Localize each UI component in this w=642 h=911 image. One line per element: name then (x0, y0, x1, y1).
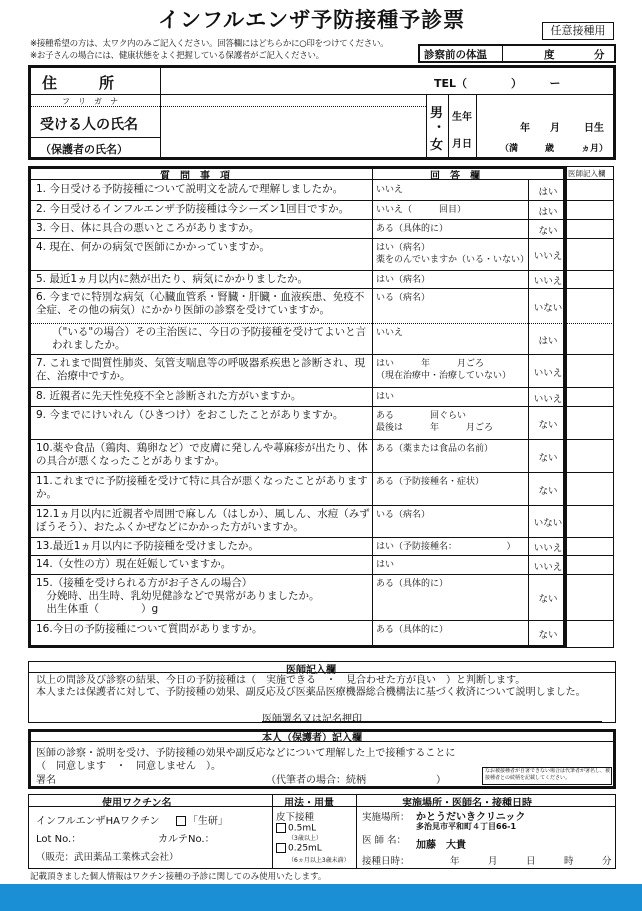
patient-section-title: 本人（保護者）記入欄 (262, 733, 362, 744)
birth-month: 月 (550, 123, 560, 134)
question-text: 12.1ヵ月以内に近親者や周囲で麻しん（はしか）、風しん、水痘（みずぼうそう）、おたふくかぜなどにかかった方がいますか。 (36, 508, 370, 533)
privacy-notice: 記載頂きました個人情報はワクチン接種の予診に関してのみ使用いたします。 (30, 872, 327, 882)
doctor-name: 加藤 大貴 (416, 840, 466, 851)
temperature-label: 診察前の体温 (424, 49, 487, 61)
vaccine-name-header: 使用ワクチン名 (102, 798, 172, 809)
question-text: 7. これまで間質性肺炎、気管支喘息等の呼吸器系疾患と診断され、現在、治療中ですか。 (36, 357, 365, 382)
answer-option-a[interactable]: ある 回ぐらい 最後は 年 月ごろ (376, 411, 494, 433)
answer-option-b[interactable]: はい (538, 187, 558, 198)
question-header: 質 問 事 項 (160, 171, 230, 182)
answer-option-a[interactable]: はい（病名） (376, 275, 431, 285)
dose-option-1[interactable] (276, 823, 316, 834)
instruction-note-1: ※接種希望の方は、太ワク内のみご記入ください。回答欄にはどちらかに○印をつけてください。 (30, 39, 389, 49)
answer-option-a[interactable]: はい (376, 392, 395, 402)
answer-option-b[interactable]: ない (538, 419, 558, 431)
address-field[interactable] (162, 67, 426, 94)
vaccine-dose-header: 用法・用量 (284, 798, 334, 809)
instruction-note-2: ※お子さんの場合には、健康状態をよく把握している保護者がご記入ください。 (30, 51, 324, 61)
question-text: 15.（接種を受けられる方がお子さんの場合） 分娩時、出生時、乳幼児健診などで異常がありましたか。 出生体重（ ）g (36, 577, 320, 615)
chart-number-label: カルテNo.： (158, 834, 215, 845)
dose-1-checkbox[interactable] (276, 823, 286, 833)
dose-1-note: （3歳以上） (288, 835, 322, 842)
clinic-address: 多治見市平和町４丁目66-1 (416, 822, 517, 831)
sex-male: 男 (430, 106, 444, 121)
vaccine-seller: （販売：武田薬品工業株式会社） (36, 852, 179, 863)
answer-option-b[interactable]: いいえ (533, 543, 563, 554)
doctor-judgement-text: 以上の問診及び診察の結果、今日の予防接種は（ 実施できる ・ 見合わせた方が良い ）と判断します。 (36, 675, 526, 686)
answer-header: 回 答 欄 (430, 171, 480, 182)
answer-option-a[interactable]: ある（具体的に） (376, 579, 449, 589)
doctor-name-label: 医 師 名： (362, 835, 407, 846)
answer-option-b[interactable]: ない (538, 630, 558, 641)
birth-day: 日生 (584, 123, 604, 134)
lot-number-label: Lot No.： (36, 834, 82, 845)
question-text: 5. 最近1ヵ月以内に熱が出たり、病気にかかりましたか。 (36, 273, 309, 285)
furigana-field[interactable] (162, 95, 426, 106)
answer-option-b[interactable]: いいえ (533, 393, 563, 405)
patient-signature-field[interactable] (60, 769, 260, 785)
answer-option-a[interactable]: いる（病名） (376, 510, 431, 520)
question-text: 11.これまでに予防接種を受けて特に具合が悪くなったことがありますか。 (36, 475, 368, 500)
question-text: 8. 近親者に先天性免疫不全と診断された方がいますか。 (36, 390, 302, 402)
badge-label: 任意接種用 (550, 24, 606, 37)
page-title: インフルエンザ予防接種予診票 (158, 8, 466, 32)
name-field[interactable] (162, 107, 426, 158)
vaccine-name-text: インフルエンザHAワクチン (36, 816, 160, 827)
vaccine-place-header: 実施場所・医師名・接種日時 (402, 798, 532, 809)
sex-separator: ・ (433, 120, 446, 134)
address-label: 住 所 (42, 74, 119, 92)
answer-option-b[interactable]: いいえ (533, 251, 563, 262)
vaccination-date-label: 接種日時： (362, 856, 410, 867)
answer-option-a[interactable]: いいえ (376, 328, 404, 338)
question-text: 3. 今日、体に具合の悪いところがありますか。 (36, 222, 260, 234)
maker-checkbox[interactable] (176, 816, 186, 826)
birth-year: 年 (520, 123, 530, 134)
name-label: 受ける人の氏名 (40, 117, 138, 133)
question-text: 10.薬や食品（鶏肉、鶏卵など）で皮膚に発しんや蕁麻疹が出たり、体の具合が悪くなったことがありますか。 (36, 442, 368, 467)
answer-option-b[interactable]: いない (533, 518, 563, 529)
question-text: 1. 今日受ける予防接種について説明文を読んで理解しましたか。 (36, 183, 344, 195)
dose-2-note: （6ヵ月以上3歳未満） (288, 857, 350, 864)
answer-option-b[interactable]: はい (538, 206, 558, 218)
answer-option-b[interactable]: いいえ (533, 367, 563, 379)
sex-female: 女 (430, 138, 444, 153)
answer-option-a[interactable]: いる（病名） (376, 293, 431, 303)
answer-option-a[interactable]: いいえ (376, 185, 404, 195)
age-text: （満 歳 ヵ月） (500, 144, 609, 154)
birth-label-2: 月日 (452, 139, 472, 150)
answer-option-b[interactable]: ない (538, 594, 558, 605)
question-text: 13.最近1ヵ月以内に予防接種を受けましたか。 (36, 540, 259, 552)
answer-option-b[interactable]: ない (538, 452, 558, 464)
dose-1-label: 0.5mL (288, 823, 317, 834)
answer-option-b[interactable]: いない (533, 302, 563, 314)
dose-2-label: 0.25mL (288, 843, 322, 854)
answer-option-a[interactable]: いいえ（ 回目） (376, 205, 467, 215)
tel-label: TEL（ ） ー (434, 77, 561, 90)
doctor-explanation-text: 本人または保護者に対して、予防接種の効果、副反応及び医薬品医療機器総合機構法に基づく救済について説明しました。 (36, 687, 586, 698)
birth-label-1: 生年 (452, 112, 472, 123)
vaccine-name (36, 812, 228, 827)
patient-consent-text: 医師の診察・説明を受け、予防接種の効果や副反応などについて理解した上で接種することに (36, 748, 456, 759)
maker-label: 「生研」 (187, 816, 228, 827)
patient-proxy-text: （代筆者の場合：続柄 ） (266, 775, 446, 786)
question-text: 4. 現在、何かの病気で医師にかかっていますか。 (36, 241, 270, 253)
answer-option-a[interactable]: はい（病名） 薬をのんでいますか（いる・いない） (376, 243, 530, 265)
answer-option-b[interactable]: ない (538, 225, 558, 237)
guardian-label: （保護者の氏名） (40, 143, 128, 156)
question-text: 16.今日の予防接種について質問がありますか。 (36, 623, 263, 635)
dose-option-2[interactable] (276, 843, 322, 854)
dose-2-checkbox[interactable] (276, 843, 286, 853)
patient-consent-options[interactable]: （ 同意します ・ 同意しません ）。 (36, 761, 221, 772)
answer-option-b[interactable]: はい (538, 335, 558, 347)
answer-option-a[interactable]: ある（予防接種名・症状） (376, 477, 485, 487)
place-label: 実施場所： (362, 812, 410, 823)
question-text: （"いる"の場合）その主治医に、今日の予防接種を受けてよいと言われましたか。 (52, 326, 367, 351)
doctor-signature-label: 医師署名又は記名押印 (262, 714, 362, 725)
temperature-minute: 分 (594, 49, 605, 61)
answer-option-a[interactable]: ある（薬または食品の名前） (376, 444, 494, 454)
answer-option-b[interactable]: いいえ (533, 561, 563, 573)
proxy-note: なお被接種者が自署できない場合は代筆者が署名し、被接種者との続柄を記載してください。 (485, 768, 611, 781)
answer-option-b[interactable]: ない (538, 485, 558, 497)
question-text: 14.（女性の方）現在妊娠していますか。 (36, 558, 232, 570)
answer-option-b[interactable]: いいえ (533, 276, 563, 287)
patient-sign-label: 署名 (36, 775, 56, 786)
vaccination-date-units: 年 月 日 時 分 (450, 856, 612, 867)
answer-option-a[interactable]: はい (376, 560, 395, 570)
answer-option-a[interactable]: はい（予防接種名： ） (376, 542, 516, 552)
question-text: 6. 今までに特別な病気（心臓血管系・腎臓・肝臓・血液疾患、免疫不全症、その他の病気）にかかり医師の診察を受けていますか。 (36, 291, 365, 316)
temperature-degree: 度 (544, 49, 555, 61)
answer-option-a[interactable]: はい 年 月ごろ （現在治療中・治療していない） (376, 359, 512, 381)
clinic-name: かとうだいきクリニック (416, 812, 526, 823)
vaccine-route: 皮下接種 (276, 812, 315, 823)
doctor-notes-header: 医師記入欄 (568, 169, 606, 178)
answer-option-a[interactable]: ある（具体的に） (376, 625, 449, 635)
furigana-label: フ リ ガ ナ (62, 97, 118, 106)
question-text: 9. 今までにけいれん（ひきつけ）をおこしたことがありますか。 (36, 409, 344, 421)
doctor-section-title: 医師記入欄 (286, 665, 336, 676)
consent-type-badge (542, 22, 614, 40)
question-text: 2. 今日受けるインフルエンザ予防接種は今シーズン1回目ですか。 (36, 203, 350, 215)
answer-option-a[interactable]: ある（具体的に） (376, 224, 449, 234)
footer-bar (0, 884, 642, 911)
